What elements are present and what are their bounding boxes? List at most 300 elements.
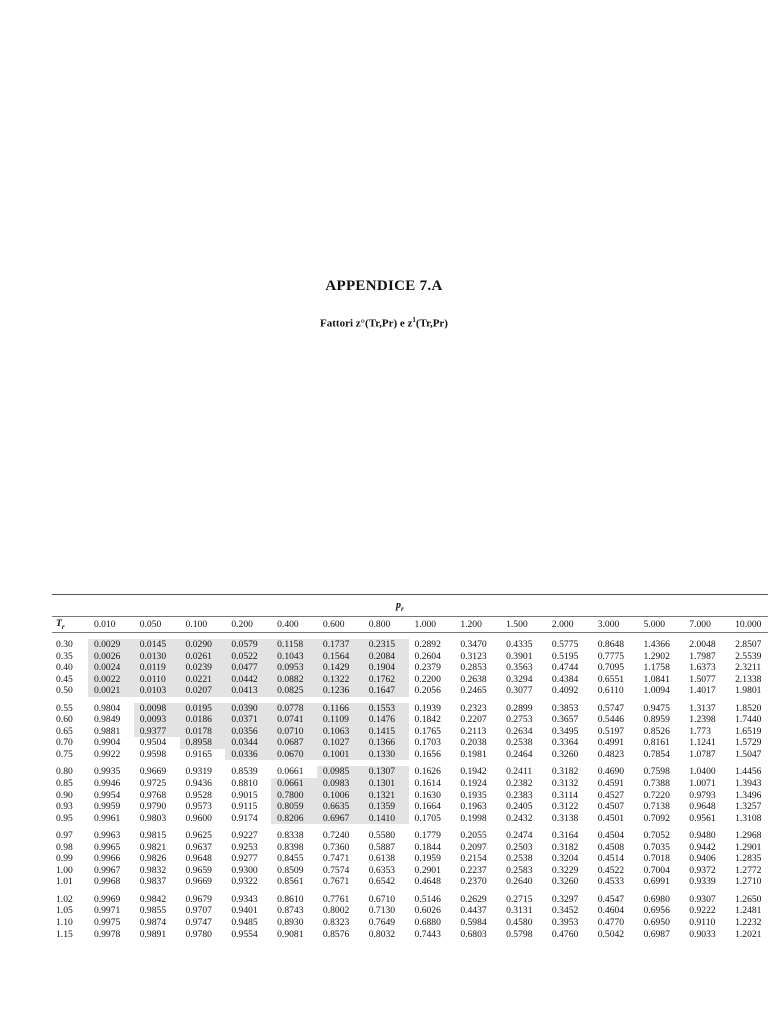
table-cell: 0.4533 (597, 876, 625, 888)
table-cell: 0.5197 (597, 725, 625, 737)
table-cell: 0.1330 (363, 749, 409, 761)
table-cell: 2.3211 (735, 662, 762, 674)
column-header: 3.000 (597, 619, 620, 630)
table-cell: 0.4092 (551, 685, 579, 697)
table-row (52, 766, 768, 778)
table-cell: 0.7018 (643, 853, 670, 865)
table-cell: 0.9971 (93, 905, 121, 917)
table-cell: 0.7004 (643, 864, 670, 876)
table-cell: 1.0841 (643, 673, 670, 685)
table-cell: 0.0221 (180, 674, 226, 686)
table-cell: 0.3452 (551, 905, 579, 917)
table-cell: 0.4604 (597, 905, 625, 917)
table-cell: 0.5775 (551, 639, 579, 650)
table-row (52, 894, 768, 906)
table-cell: 0.9768 (139, 789, 167, 801)
table-cell: 0.1737 (317, 639, 363, 651)
table-cell: 0.2084 (363, 651, 409, 663)
table-cell: 0.1924 (460, 778, 487, 790)
table-cell: 0.9480 (689, 830, 716, 842)
table-cell: 0.7574 (322, 864, 350, 876)
table-cell: 0.1322 (317, 674, 363, 686)
table-cell: 0.0026 (88, 651, 134, 663)
table-cell: 0.6710 (368, 893, 396, 905)
pr-label (396, 600, 404, 613)
table-cell: 0.1359 (363, 801, 409, 813)
table-cell: 0.6551 (597, 673, 625, 685)
table-cell: 0.2892 (414, 639, 441, 650)
table-cell: 0.6880 (414, 917, 441, 929)
table-cell: 0.9804 (93, 702, 121, 714)
table-cell: 0.3182 (551, 841, 579, 853)
table-cell: 0.9963 (93, 830, 121, 842)
table-cell: 0.1166 (317, 703, 363, 715)
table-cell: 1.5047 (735, 748, 762, 760)
table-cell: 1.2481 (735, 905, 762, 917)
page-subtitle (0, 316, 768, 330)
table-cell: 0.2323 (460, 702, 487, 714)
table-cell: 0.9967 (93, 864, 121, 876)
tr-value: 0.85 (56, 778, 73, 790)
table-cell: 0.8576 (322, 928, 350, 940)
table-cell: 0.0882 (271, 674, 317, 686)
table-cell: 0.2056 (414, 685, 441, 697)
table-cell: 0.3077 (506, 685, 533, 697)
table-cell: 0.5195 (551, 650, 579, 662)
table-cell: 0.2638 (460, 673, 487, 685)
table-cell: 0.3260 (551, 748, 579, 760)
table-cell: 0.9174 (231, 812, 258, 824)
tr-subscript: r (61, 622, 65, 631)
table-cell: 0.4508 (597, 841, 625, 853)
table-cell: 0.2383 (506, 789, 533, 801)
table-cell: 0.9648 (185, 853, 212, 865)
table-cell: 0.7360 (322, 841, 350, 853)
table-cell: 0.1006 (317, 790, 363, 802)
table-cell: 0.3495 (551, 725, 579, 737)
column-header: 0.800 (368, 619, 391, 630)
table-cell: 1.1241 (689, 737, 716, 749)
table-cell: 0.7052 (643, 830, 670, 842)
table-cell: 0.9832 (139, 864, 167, 876)
table-cell: 0.6110 (597, 685, 624, 697)
data-table (52, 617, 768, 940)
table-cell: 0.8810 (231, 778, 258, 790)
tr-header (52, 617, 88, 633)
tr-value: 0.40 (56, 662, 73, 674)
table-cell: 0.8610 (277, 893, 304, 905)
table-cell: 0.0670 (271, 749, 317, 761)
table-cell: 0.9015 (231, 789, 258, 801)
table-cell: 0.8539 (231, 766, 258, 778)
table-cell: 0.9790 (139, 801, 167, 813)
table-cell: 0.9959 (93, 801, 121, 813)
table-cell: 0.9669 (185, 876, 212, 888)
table-cell: 1.3943 (735, 778, 762, 790)
table-cell: 0.9965 (93, 841, 121, 853)
table-cell: 0.0390 (225, 703, 271, 715)
table-cell: 0.0110 (134, 674, 180, 686)
table-cell: 0.9475 (643, 702, 670, 714)
table-cell: 0.5580 (368, 830, 396, 842)
table-cell: 0.0098 (134, 703, 180, 715)
table-cell: 0.9300 (231, 864, 258, 876)
table-cell: 0.6987 (643, 928, 670, 940)
column-header: 10.000 (735, 619, 762, 630)
table-cell: 0.9222 (689, 905, 716, 917)
tr-symbol: T (56, 618, 62, 630)
table-cell: 0.0953 (271, 662, 317, 674)
table-cell: 0.8161 (643, 737, 670, 749)
table-cell: 0.4823 (597, 748, 625, 760)
table-cell: 0.0983 (317, 778, 363, 790)
table-cell: 0.9573 (185, 801, 212, 813)
table-row (52, 801, 768, 813)
table-cell: 0.4591 (597, 778, 625, 790)
table-row (52, 917, 768, 929)
table-cell: 0.1236 (317, 685, 363, 697)
table-cell: 2.1338 (735, 673, 762, 685)
table-cell: 0.2055 (460, 830, 487, 842)
table-cell: 0.1844 (414, 841, 441, 853)
table-cell: 0.7800 (271, 790, 317, 802)
table-cell: 0.0579 (225, 639, 271, 651)
table-cell: 0.9669 (139, 766, 167, 778)
table-cell: 1.2901 (735, 841, 762, 853)
table-cell: 0.1630 (414, 789, 441, 801)
table-cell: 0.7240 (322, 830, 350, 842)
table-cell: 0.1027 (317, 737, 363, 749)
column-header: 0.050 (139, 619, 162, 630)
table-cell: 0.9033 (689, 928, 716, 940)
table-cell: 0.9110 (689, 917, 716, 929)
table-cell: 0.1762 (363, 674, 409, 686)
table-cell: 0.7671 (322, 876, 350, 888)
table-cell: 0.8526 (643, 725, 670, 737)
table-cell: 0.2899 (506, 702, 533, 714)
tr-value: 0.95 (56, 812, 73, 824)
table-cell: 0.1904 (363, 662, 409, 674)
table-cell: 0.2200 (414, 673, 441, 685)
column-header: 1.500 (506, 619, 528, 630)
table-cell: 0.8743 (277, 905, 304, 917)
table-cell: 1.6373 (689, 662, 716, 674)
table-cell: 0.0477 (225, 662, 271, 674)
table-cell: 0.3953 (551, 917, 579, 929)
table-cell: 0.0178 (180, 726, 226, 738)
subtitle-suffix: (Tr,Pr) (415, 317, 448, 330)
table-cell: 1.3108 (735, 812, 762, 824)
table-cell: 0.4504 (597, 830, 625, 842)
table-cell: 0.3260 (551, 876, 579, 888)
table-cell: 0.0093 (134, 714, 180, 726)
table-cell: 1.2968 (735, 830, 762, 842)
table-cell: 0.0336 (225, 749, 271, 761)
table-cell: 0.0442 (225, 674, 271, 686)
table-cell: 0.3364 (551, 737, 579, 749)
table-cell: 0.2237 (460, 864, 487, 876)
table-cell: 0.8338 (277, 830, 304, 842)
table-cell: 0.1321 (363, 790, 409, 802)
table-cell: 0.8455 (277, 853, 304, 865)
table-cell: 0.8323 (322, 917, 350, 929)
table-row (52, 790, 768, 802)
pr-symbol: p (396, 600, 401, 611)
table-row (52, 737, 768, 749)
table-cell: 0.1981 (460, 748, 487, 760)
table-cell: 0.9436 (185, 778, 212, 790)
table-cell: 0.9815 (139, 830, 167, 842)
table-cell: 0.0661 (277, 766, 304, 778)
table-cell: 0.2097 (460, 841, 487, 853)
table-cell: 0.9339 (689, 876, 716, 888)
table-cell: 0.3164 (551, 830, 579, 842)
table-cell: 0.9780 (185, 928, 212, 940)
table-cell: 0.9978 (93, 928, 121, 940)
table-cell: 0.1935 (460, 789, 487, 801)
pr-header (52, 595, 768, 616)
table-row (52, 929, 768, 941)
table-cell: 1.2650 (735, 893, 762, 905)
table-row (52, 865, 768, 877)
table-cell: 0.2474 (506, 830, 533, 842)
table-cell: 0.9975 (93, 917, 121, 929)
table-cell: 0.0710 (271, 726, 317, 738)
table-cell: 0.5747 (597, 702, 625, 714)
table-cell: 1.2021 (735, 928, 762, 940)
table-cell: 0.2405 (506, 801, 533, 813)
table-cell: 1.4017 (689, 685, 716, 697)
table-cell: 1.7987 (689, 650, 716, 662)
table-cell: 2.5539 (735, 650, 762, 662)
table-cell: 0.0825 (271, 685, 317, 697)
table-cell: 0.9954 (93, 789, 121, 801)
tr-value: 1.15 (56, 928, 73, 940)
table-cell: 1.5077 (689, 673, 716, 685)
table-cell: 0.3132 (551, 778, 579, 790)
table-row (52, 726, 768, 738)
table-cell: 0.0145 (134, 639, 180, 651)
table-cell: 0.0687 (271, 737, 317, 749)
table-cell: 0.1765 (414, 725, 441, 737)
table-cell: 0.9081 (277, 928, 304, 940)
table-cell: 0.6950 (643, 917, 670, 929)
z-factor-table (52, 594, 768, 940)
table-cell: 0.9881 (93, 725, 121, 737)
table-cell: 1.3257 (735, 801, 762, 813)
tr-value: 0.99 (56, 853, 73, 865)
table-cell: 0.0371 (225, 714, 271, 726)
table-cell: 0.4514 (597, 853, 625, 865)
table-cell: 0.4522 (597, 864, 625, 876)
table-cell: 0.7130 (368, 905, 396, 917)
table-cell: 0.5798 (506, 928, 533, 940)
table-row (52, 685, 768, 697)
table-cell: 0.9600 (185, 812, 212, 824)
table-cell: 0.9946 (93, 778, 121, 790)
table-cell: 1.2835 (735, 853, 762, 865)
table-row (52, 662, 768, 674)
table-cell: 1.1758 (643, 662, 670, 674)
table-cell: 0.6353 (368, 864, 396, 876)
table-cell: 0.1476 (363, 714, 409, 726)
table-cell: 0.1553 (363, 703, 409, 715)
table-cell: 0.7443 (414, 928, 441, 940)
table-cell: 0.7854 (643, 748, 670, 760)
table-cell: 1.4456 (735, 766, 762, 778)
table-row (52, 674, 768, 686)
table-cell: 0.3204 (551, 853, 579, 865)
table-cell: 0.9935 (93, 766, 121, 778)
table-cell: 0.0356 (225, 726, 271, 738)
column-header: 0.100 (185, 619, 208, 630)
table-cell: 0.1626 (414, 766, 441, 778)
table-cell: 0.0261 (180, 651, 226, 663)
table-cell: 0.1942 (460, 766, 487, 778)
table-cell: 0.3294 (506, 673, 533, 685)
table-cell: 0.3563 (506, 662, 533, 674)
table-cell: 0.9625 (185, 830, 212, 842)
column-header: 0.400 (277, 619, 299, 630)
table-cell: 0.9165 (185, 748, 212, 760)
table-cell: 0.1705 (414, 812, 441, 824)
tr-value: 0.97 (56, 830, 73, 842)
table-cell: 1.9801 (735, 685, 762, 697)
table-cell: 0.2538 (506, 737, 533, 749)
table-cell: 0.7775 (597, 650, 625, 662)
table-cell: 0.2901 (414, 864, 441, 876)
table-cell: 0.6803 (460, 928, 487, 940)
column-header: 0.600 (322, 619, 345, 630)
tr-value: 0.65 (56, 725, 73, 737)
table-cell: 0.9679 (185, 893, 212, 905)
table-cell: 0.7649 (368, 917, 396, 929)
table-cell: 0.9855 (139, 905, 167, 917)
table-cell: 0.7220 (643, 789, 670, 801)
table-cell: 0.1307 (363, 766, 409, 778)
table-cell: 1.8520 (735, 702, 762, 714)
table-cell: 0.2753 (506, 714, 533, 726)
table-cell: 0.2432 (506, 812, 533, 824)
table-cell: 0.9891 (139, 928, 167, 940)
table-cell: 0.5984 (460, 917, 487, 929)
table-cell: 0.6026 (414, 905, 441, 917)
table-row (52, 639, 768, 651)
page-title: APPENDICE 7.A (325, 278, 443, 294)
table-cell: 1.2398 (689, 714, 716, 726)
table-cell: 0.1656 (414, 748, 441, 760)
table-row (52, 842, 768, 854)
table-cell: 0.9277 (231, 853, 258, 865)
table-cell: 0.4384 (551, 673, 579, 685)
table-cell: 1.2232 (735, 917, 762, 929)
table-row (52, 703, 768, 715)
table-cell: 0.0024 (88, 662, 134, 674)
table-cell: 0.8002 (322, 905, 350, 917)
table-cell: 0.9961 (93, 812, 121, 824)
tr-value: 0.90 (56, 789, 73, 801)
table-cell: 0.8959 (643, 714, 670, 726)
tr-value: 1.01 (56, 876, 73, 888)
table-cell: 0.3229 (551, 864, 579, 876)
table-cell: 0.9648 (689, 801, 716, 813)
table-cell: 0.2154 (460, 853, 487, 865)
table-cell: 0.9307 (689, 893, 716, 905)
table-row (52, 749, 768, 761)
column-header: 5.000 (643, 619, 666, 630)
tr-value: 1.02 (56, 893, 73, 905)
table-cell: 0.1939 (414, 702, 441, 714)
table-cell: 1.0071 (689, 778, 716, 790)
table-cell: 0.1043 (271, 651, 317, 663)
column-header: 0.010 (93, 619, 116, 630)
table-cell: 0.5146 (414, 893, 441, 905)
tr-value: 0.75 (56, 748, 73, 760)
table-cell: 0.0290 (180, 639, 226, 651)
table-cell: 0.2465 (460, 685, 487, 697)
table-cell: 0.9322 (231, 876, 258, 888)
table-cell: 1.0787 (689, 748, 716, 760)
table-cell: 0.9922 (93, 748, 121, 760)
table-cell: 0.1301 (363, 778, 409, 790)
table-cell: 0.2207 (460, 714, 487, 726)
table-cell: 0.9966 (93, 853, 121, 865)
tr-value: 0.70 (56, 737, 73, 749)
table-cell: 0.2503 (506, 841, 533, 853)
table-cell: 0.1366 (363, 737, 409, 749)
table-cell: 0.6991 (643, 876, 670, 888)
table-cell: 0.3470 (460, 639, 487, 650)
table-cell: 0.9725 (139, 778, 167, 790)
table-cell: 0.4648 (414, 876, 441, 888)
table-cell: 0.7761 (322, 893, 350, 905)
table-row (52, 830, 768, 842)
table-cell: 0.6542 (368, 876, 396, 888)
tr-value: 0.50 (56, 685, 73, 697)
table-cell: 0.4437 (460, 905, 487, 917)
table-cell: 0.8958 (180, 737, 226, 749)
tr-value: 0.80 (56, 766, 73, 778)
table-cell: 0.2038 (460, 737, 487, 749)
table-cell: 0.9401 (231, 905, 258, 917)
table-cell: 0.0344 (225, 737, 271, 749)
column-header-row (52, 617, 768, 633)
table-cell: 0.3114 (551, 789, 578, 801)
column-header: 7.000 (689, 619, 711, 630)
table-cell: 0.9747 (185, 917, 212, 929)
tr-value: 0.35 (56, 650, 73, 662)
table-cell: 0.1647 (363, 685, 409, 697)
table-cell: 2.8507 (735, 639, 762, 650)
table-row (52, 778, 768, 790)
table-cell: 1.5729 (735, 737, 762, 749)
table-cell: 0.9504 (139, 737, 167, 749)
table-cell: 0.7598 (643, 766, 670, 778)
table-row (52, 651, 768, 663)
table-cell: 0.4991 (597, 737, 625, 749)
table-cell: 0.9227 (231, 830, 258, 842)
table-row (52, 905, 768, 917)
table-cell: 0.0130 (134, 651, 180, 663)
table-cell: 0.6956 (643, 905, 670, 917)
table-cell: 0.8930 (277, 917, 304, 929)
table-cell: 0.9904 (93, 737, 121, 749)
table-cell: 0.9803 (139, 812, 167, 824)
table-cell: 0.6967 (317, 813, 363, 825)
table-cell: 1.0094 (643, 685, 670, 697)
table-cell: 0.4501 (597, 812, 625, 824)
table-cell: 1.2772 (735, 864, 762, 876)
